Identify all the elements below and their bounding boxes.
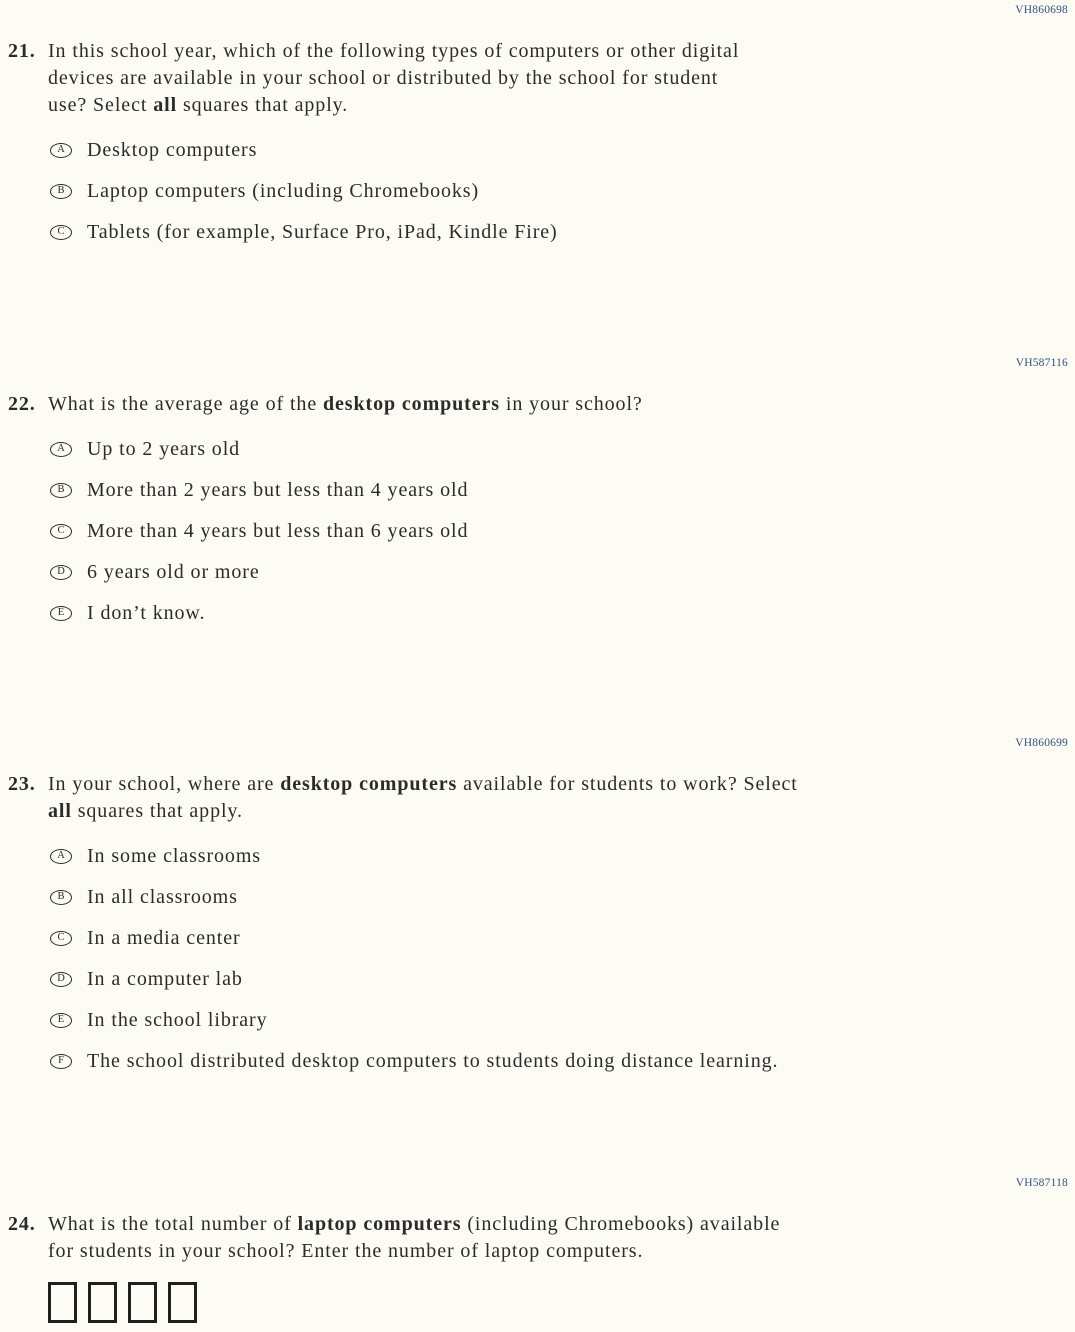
option-label: Tablets (for example, Surface Pro, iPad, Kindle Fire) (87, 221, 558, 243)
answer-option[interactable] (50, 1048, 1075, 1075)
answer-option[interactable] (50, 925, 1075, 952)
option-letter-bubble-icon[interactable]: D (50, 972, 72, 987)
question-prompt (48, 391, 1075, 418)
answer-option[interactable] (50, 518, 1075, 545)
option-letter-bubble-icon[interactable]: C (50, 524, 72, 539)
option-list (0, 137, 1075, 246)
question-number: 22. (8, 393, 36, 415)
option-letter-bubble-icon[interactable]: D (50, 565, 72, 580)
option-label: The school distributed desktop computers to students doing distance learning. (87, 1050, 779, 1072)
prompt-text: for students in your school? Enter the number of laptop computers. (48, 1240, 644, 1262)
prompt-text: available for students to work? Select (457, 773, 798, 795)
question-number: 21. (8, 40, 36, 62)
option-letter-bubble-icon[interactable]: B (50, 483, 72, 498)
question-code: VH860698 (1015, 4, 1068, 16)
prompt-text: In your school, where are (48, 773, 281, 795)
option-label: Desktop computers (87, 139, 258, 161)
answer-option[interactable] (50, 884, 1075, 911)
prompt-text: squares that apply. (177, 94, 349, 116)
option-label: I don’t know. (87, 602, 206, 624)
option-label: In a computer lab (87, 968, 243, 990)
option-label: 6 years old or more (87, 561, 260, 583)
answer-option[interactable] (50, 477, 1075, 504)
question-block-22 (0, 356, 1075, 641)
question-code: VH860699 (1015, 737, 1068, 749)
answer-option[interactable] (50, 966, 1075, 993)
option-label: Up to 2 years old (87, 438, 241, 460)
answer-option[interactable] (50, 843, 1075, 870)
question-code: VH587116 (1015, 357, 1068, 369)
question-number: 24. (8, 1213, 36, 1235)
option-letter-bubble-icon[interactable]: B (50, 184, 72, 199)
option-letter-bubble-icon[interactable]: A (50, 442, 72, 457)
digit-entry-box[interactable] (168, 1282, 197, 1323)
question-prompt-row (0, 771, 1075, 825)
prompt-text: devices are available in your school or distributed by the school for student (48, 67, 719, 89)
question-prompt (48, 38, 1075, 119)
question-block-24 (0, 1176, 1075, 1323)
prompt-text: in your school? (499, 393, 643, 415)
option-label: More than 4 years but less than 6 years old (87, 520, 469, 542)
prompt-text: In this school year, which of the following types of computers or other digital (48, 40, 740, 62)
question-prompt-row (0, 38, 1075, 119)
option-letter-bubble-icon[interactable]: C (50, 931, 72, 946)
answer-option[interactable] (50, 559, 1075, 586)
option-letter-bubble-icon[interactable]: E (50, 606, 72, 621)
option-label: In some classrooms (87, 845, 261, 867)
digit-entry-box[interactable] (88, 1282, 117, 1323)
prompt-text: all (153, 94, 178, 116)
answer-option[interactable] (50, 600, 1075, 627)
option-label: In all classrooms (87, 886, 238, 908)
question-prompt (48, 771, 1075, 825)
answer-option[interactable] (50, 178, 1075, 205)
question-prompt-row (0, 391, 1075, 418)
option-label: In a media center (87, 927, 241, 949)
option-letter-bubble-icon[interactable]: A (50, 143, 72, 158)
prompt-text: squares that apply. (71, 800, 243, 822)
prompt-text: laptop computers (297, 1213, 462, 1235)
option-letter-bubble-icon[interactable]: F (50, 1054, 72, 1069)
prompt-text: use? Select (48, 94, 154, 116)
option-letter-bubble-icon[interactable]: C (50, 225, 72, 240)
answer-option[interactable] (50, 219, 1075, 246)
option-letter-bubble-icon[interactable]: B (50, 890, 72, 905)
prompt-text: (including Chromebooks) available (461, 1213, 781, 1235)
question-block-23 (0, 736, 1075, 1089)
digit-entry-box[interactable] (128, 1282, 157, 1323)
option-letter-bubble-icon[interactable]: E (50, 1013, 72, 1028)
answer-option[interactable] (50, 1007, 1075, 1034)
answer-option[interactable] (50, 137, 1075, 164)
option-letter-bubble-icon[interactable]: A (50, 849, 72, 864)
option-list (0, 436, 1075, 627)
option-label: Laptop computers (including Chromebooks) (87, 180, 480, 202)
question-code: VH587118 (1015, 1177, 1068, 1189)
question-prompt (48, 1211, 1075, 1265)
question-prompt-row (0, 1211, 1075, 1265)
question-number: 23. (8, 773, 36, 795)
prompt-text: What is the total number of (48, 1213, 298, 1235)
option-list (0, 843, 1075, 1075)
prompt-text: all (48, 800, 72, 822)
answer-option[interactable] (50, 436, 1075, 463)
digit-boxes (48, 1282, 1075, 1323)
question-block-21 (0, 3, 1075, 260)
prompt-text: desktop computers (280, 773, 458, 795)
option-label: More than 2 years but less than 4 years old (87, 479, 469, 501)
digit-entry-box[interactable] (48, 1282, 77, 1323)
prompt-text: desktop computers (323, 393, 500, 415)
prompt-text: What is the average age of the (48, 393, 323, 415)
option-label: In the school library (87, 1009, 268, 1031)
